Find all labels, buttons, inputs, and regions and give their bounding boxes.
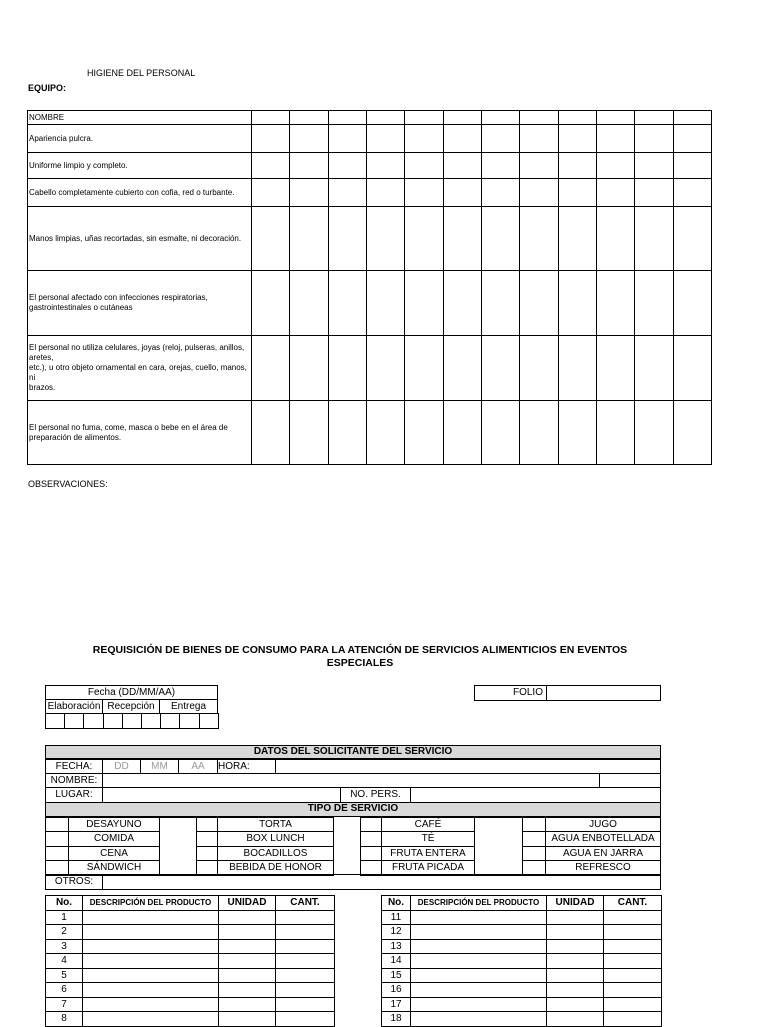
service-checkbox[interactable] [45,817,69,832]
observations-label: OBSERVACIONES: [28,479,108,489]
service-option: COMIDA [68,831,160,846]
service-checkbox[interactable] [360,846,382,861]
hygiene-row [28,179,712,207]
col-no: No. [382,896,411,911]
hygiene-table [27,110,712,465]
quantity-field[interactable] [604,954,662,969]
row-number: 1 [46,910,83,925]
row-number: 8 [46,1012,83,1027]
description-field[interactable] [411,997,547,1012]
row-number: 18 [382,1012,411,1027]
product-row [46,954,335,969]
product-row [46,910,335,925]
service-option: TÉ [381,831,475,846]
service-checkbox[interactable] [45,846,69,861]
product-table-right [381,895,662,1027]
unit-field[interactable] [219,997,276,1012]
service-header: TIPO DE SERVICIO [45,802,661,817]
nopers-label: NO. PERS. [340,787,411,803]
fecha-dd[interactable]: DD [102,759,141,774]
row-number: 12 [382,925,411,940]
unit-field[interactable] [219,954,276,969]
row-number: 15 [382,968,411,983]
unit-field[interactable] [219,925,276,940]
hygiene-item: El personal no fuma, come, masca o bebe en el área de preparación de alimentos. [28,401,252,465]
product-header-row [382,896,662,911]
date-slot[interactable] [45,713,65,729]
otros-label: OTROS: [45,874,103,890]
col-unit: UNIDAD [219,896,276,911]
unit-field[interactable] [219,939,276,954]
description-field[interactable] [411,925,547,940]
hygiene-item: Uniforme limpio y completo. [28,153,252,179]
requisition-title: REQUISICIÓN DE BIENES DE CONSUMO PARA LA ATENCIÓN DE SERVICIOS ALIMENTICIOS EN EVENTOS ESPECIALES [92,644,628,669]
product-row [382,910,662,925]
service-option: CENA [68,846,160,861]
col-qty: CANT. [276,896,335,911]
quantity-field[interactable] [604,983,662,998]
row-number: 7 [46,997,83,1012]
row-number: 14 [382,954,411,969]
row-number: 3 [46,939,83,954]
product-header-row [46,896,335,911]
date-col-recepcion: Recepción [102,699,160,714]
service-checkbox[interactable] [196,846,218,861]
row-number: 6 [46,983,83,998]
service-checkbox[interactable] [522,831,546,846]
service-option: AGUA ENBOTELLADA [545,831,661,846]
row-number: 11 [382,910,411,925]
date-slot[interactable] [83,713,103,729]
date-slot[interactable] [141,713,161,729]
hygiene-item: Apariencia pulcra. [28,125,252,153]
date-slot[interactable] [179,713,199,729]
unit-field[interactable] [547,954,604,969]
service-option: BOX LUNCH [217,831,334,846]
service-checkbox[interactable] [522,846,546,861]
date-slot[interactable] [103,713,123,729]
description-field[interactable] [83,983,219,998]
unit-field[interactable] [219,983,276,998]
service-checkbox[interactable] [196,831,218,846]
nombre-field[interactable] [102,773,600,788]
quantity-field[interactable] [276,925,335,940]
product-row [382,983,662,998]
description-field[interactable] [83,997,219,1012]
hygiene-row [28,401,712,465]
hora-field[interactable] [275,759,661,774]
unit-field[interactable] [219,910,276,925]
unit-field[interactable] [547,968,604,983]
fecha-aa[interactable]: AA [178,759,218,774]
nombre-extra-field[interactable] [599,773,661,788]
product-table-left [45,895,335,1027]
name-header: NOMBRE [28,111,252,125]
description-field[interactable] [411,939,547,954]
service-checkbox[interactable] [360,831,382,846]
hygiene-row [28,153,712,179]
quantity-field[interactable] [276,910,335,925]
folio-label: FOLIO [474,685,547,701]
col-desc: DESCRIPCIÓN DEL PRODUCTO [411,896,547,911]
date-col-elaboracion: Elaboración [45,699,103,714]
date-slot[interactable] [160,713,180,729]
service-spacer [159,817,197,876]
col-no: No. [46,896,83,911]
row-number: 5 [46,968,83,983]
date-slot[interactable] [199,713,219,729]
product-row [46,968,335,983]
hygiene-item: El personal afectado con infecciones respiratorias, gastrointestinales o cutáneas [28,271,252,336]
hygiene-item: El personal no utiliza celulares, joyas (reloj, pulseras, anillos, aretes, etc.), u otro objeto ornamental en cara, orejas, cuello, manos, ni brazos. [28,336,252,401]
applicant-header: DATOS DEL SOLICITANTE DEL SERVICIO [45,745,661,759]
quantity-field[interactable] [276,939,335,954]
quantity-field[interactable] [604,925,662,940]
hygiene-item: Cabello completamente cubierto con cofia, red o turbante. [28,179,252,207]
unit-field[interactable] [219,968,276,983]
unit-field[interactable] [547,939,604,954]
product-row [382,954,662,969]
product-row [382,968,662,983]
nombre-label: NOMBRE: [45,773,103,788]
product-row [382,997,662,1012]
quantity-field[interactable] [276,983,335,998]
hygiene-row [28,336,712,401]
col-unit: UNIDAD [547,896,604,911]
row-number: 2 [46,925,83,940]
service-checkbox[interactable] [196,817,218,832]
unit-field[interactable] [547,910,604,925]
service-option: REFRESCO [545,860,661,875]
date-slot[interactable] [122,713,142,729]
otros-field[interactable] [102,874,661,890]
description-field[interactable] [411,954,547,969]
unit-field[interactable] [547,983,604,998]
hygiene-row [28,271,712,336]
fecha-mm[interactable]: MM [140,759,179,774]
service-checkbox[interactable] [45,831,69,846]
product-row [46,997,335,1012]
hora-label: HORA: [217,759,276,774]
service-option: DESAYUNO [68,817,160,832]
lugar-label: LUGAR: [45,787,103,803]
service-spacer [474,817,523,876]
description-field[interactable] [83,954,219,969]
service-option: BEBIDA DE HONOR [217,860,334,875]
quantity-field[interactable] [276,997,335,1012]
service-option: FRUTA ENTERA [381,846,475,861]
hygiene-row [28,207,712,271]
product-row [382,939,662,954]
description-field[interactable] [83,968,219,983]
fecha-label: FECHA: [45,759,103,774]
date-box-header: Fecha (DD/MM/AA) [45,685,218,700]
row-number: 4 [46,954,83,969]
col-qty: CANT. [604,896,662,911]
team-label: EQUIPO: [28,83,67,93]
service-option: AGUA EN JARRA [545,846,661,861]
lugar-field[interactable] [102,787,341,803]
row-number: 17 [382,997,411,1012]
product-row [382,925,662,940]
service-option: FRUTA PICADA [381,860,475,875]
description-field[interactable] [83,910,219,925]
unit-field[interactable] [547,997,604,1012]
description-field[interactable] [411,910,547,925]
service-option: CAFÉ [381,817,475,832]
service-option: BOCADILLOS [217,846,334,861]
product-row [46,925,335,940]
service-option: TORTA [217,817,334,832]
row-number: 16 [382,983,411,998]
quantity-field[interactable] [604,939,662,954]
quantity-field[interactable] [276,968,335,983]
hygiene-header-row [28,111,712,125]
folio-field[interactable] [546,685,661,701]
quantity-field[interactable] [276,954,335,969]
date-slot[interactable] [64,713,84,729]
product-row [46,939,335,954]
description-field[interactable] [83,939,219,954]
description-field[interactable] [83,925,219,940]
quantity-field[interactable] [604,968,662,983]
hygiene-row [28,125,712,153]
nopers-field[interactable] [410,787,661,803]
hygiene-item: Manos limpias, uñas recortadas, sin esmalte, ni decoración. [28,207,252,271]
hygiene-title: HIGIENE DEL PERSONAL [87,68,196,78]
date-col-entrega: Entrega [159,699,218,714]
description-field[interactable] [411,983,547,998]
col-desc: DESCRIPCIÓN DEL PRODUCTO [83,896,219,911]
quantity-field[interactable] [604,997,662,1012]
unit-field[interactable] [547,925,604,940]
service-option: JUGO [545,817,661,832]
service-option: SÁNDWICH [68,860,160,875]
product-row [46,983,335,998]
description-field[interactable] [411,968,547,983]
service-checkbox[interactable] [522,817,546,832]
quantity-field[interactable] [604,910,662,925]
row-number: 13 [382,939,411,954]
service-checkbox[interactable] [360,817,382,832]
